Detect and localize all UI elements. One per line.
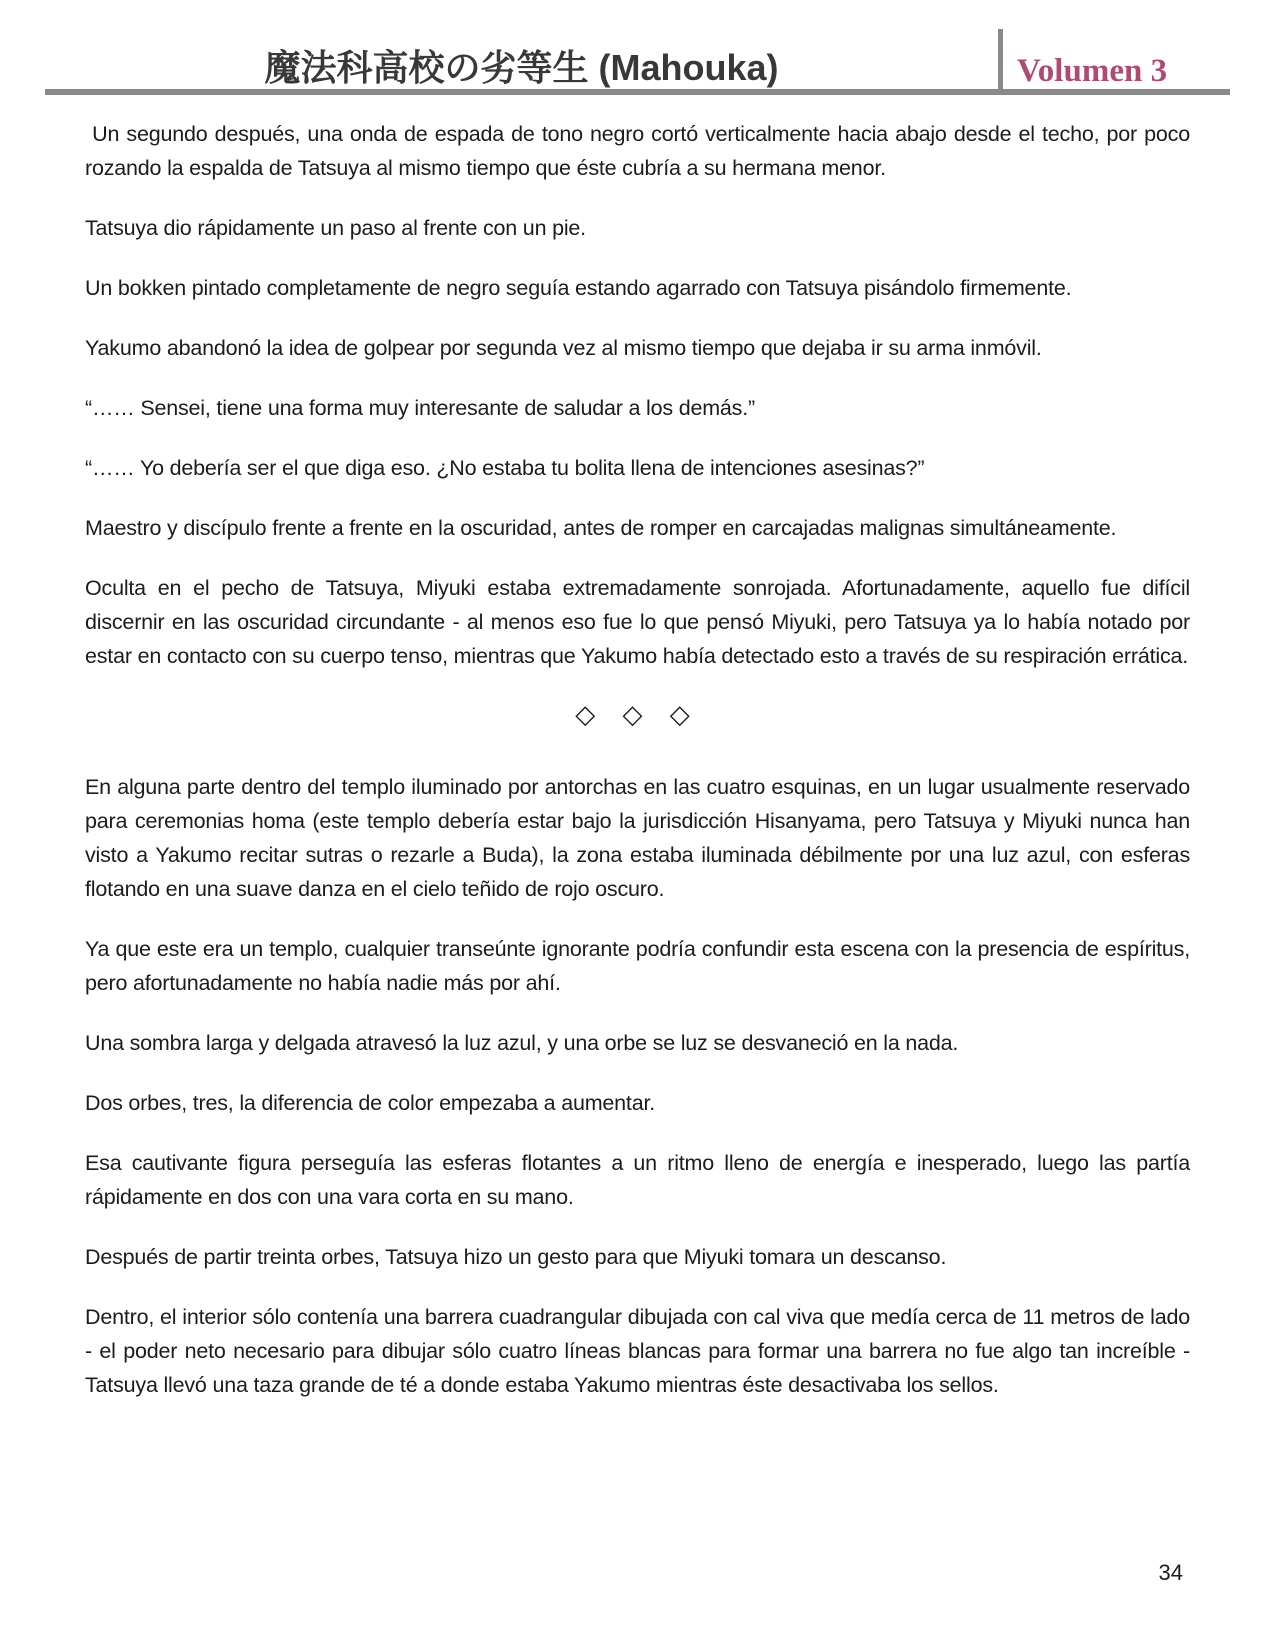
paragraph: Oculta en el pecho de Tatsuya, Miyuki estaba extremadamente sonrojada. Afortunadamente, aquello fue difícil discernir en las oscuridad circundante - al menos eso fue lo que pensó Miyuki, pero Tatsuya ya lo había notado por estar en contacto con su cuerpo tenso, mientras que Yakumo había detectado esto a través de su respiración errática. [85,576,1196,668]
volume-label: Volumen 3 [1017,53,1168,90]
scene-break-diamonds: ◇ ◇ ◇ [575,699,700,729]
page-title-japanese: 魔法科高校の劣等生 [264,48,589,89]
paragraph: Una sombra larga y delgada atravesó la luz azul, y una orbe se luz se desvaneció en la nada. [85,1031,959,1055]
paragraph: En alguna parte dentro del templo iluminado por antorchas en las cuatro esquinas, en un lugar usualmente reservado para ceremonias homa (este templo debería estar bajo la jurisdicción Hisanyama, pero Tatsuya y Miyuki nunca han visto a Yakumo recitar sutras o rezarle a Buda), la zona estaba iluminada débilmente por una luz azul, con esferas flotando en una suave danza en el cielo teñido de rojo oscuro. [85,775,1196,901]
paragraph: Un segundo después, una onda de espada de tono negro cortó verticalmente hacia abajo desde el techo, por poco rozando la espalda de Tatsuya al mismo tiempo que éste cubría a su hermana menor. [85,122,1196,180]
page-content [0,95,1275,1402]
paragraph: Yakumo abandonó la idea de golpear por segunda vez al mismo tiempo que dejaba ir su arma inmóvil. [85,336,1042,360]
page-title [264,48,778,89]
paragraph: Dos orbes, tres, la diferencia de color empezaba a aumentar. [85,1091,656,1115]
header-title-cell [45,29,998,89]
page-header [45,29,1230,89]
paragraph: Esa cautivante figura perseguía las esferas flotantes a un ritmo lleno de energía e inesperado, luego las partía rápidamente en dos con una vara corta en su mano. [85,1151,1196,1209]
paragraph: Maestro y discípulo frente a frente en la oscuridad, antes de romper en carcajadas malignas simultáneamente. [85,516,1117,540]
page-title-latin: (Mahouka) [588,47,779,89]
page-number: 34 [1158,1560,1183,1585]
paragraph: Ya que este era un templo, cualquier transeúnte ignorante podría confundir esta escena con la presencia de espíritus, pero afortunadamente no había nadie más por ahí. [85,937,1196,995]
paragraph: “…… Yo debería ser el que diga eso. ¿No estaba tu bolita llena de intenciones asesinas?” [85,456,925,480]
paragraph: Tatsuya dio rápidamente un paso al frente con un pie. [85,216,586,240]
paragraph: Dentro, el interior sólo contenía una barrera cuadrangular dibujada con cal viva que medía cerca de 11 metros de lado - el poder neto necesario para dibujar sólo cuatro líneas blancas para formar una barrera no fue algo tan increíble - Tatsuya llevó una taza grande de té a donde estaba Yakumo mientras éste desactivaba los sellos. [85,1305,1196,1397]
paragraph: “…… Sensei, tiene una forma muy interesante de saludar a los demás.” [85,396,755,420]
paragraph: Un bokken pintado completamente de negro seguía estando agarrado con Tatsuya pisándolo firmemente. [85,276,1072,300]
header-volume-cell [998,29,1230,89]
page-footer [0,1560,1275,1586]
paragraph: Después de partir treinta orbes, Tatsuya hizo un gesto para que Miyuki tomara un descanso. [85,1245,947,1269]
